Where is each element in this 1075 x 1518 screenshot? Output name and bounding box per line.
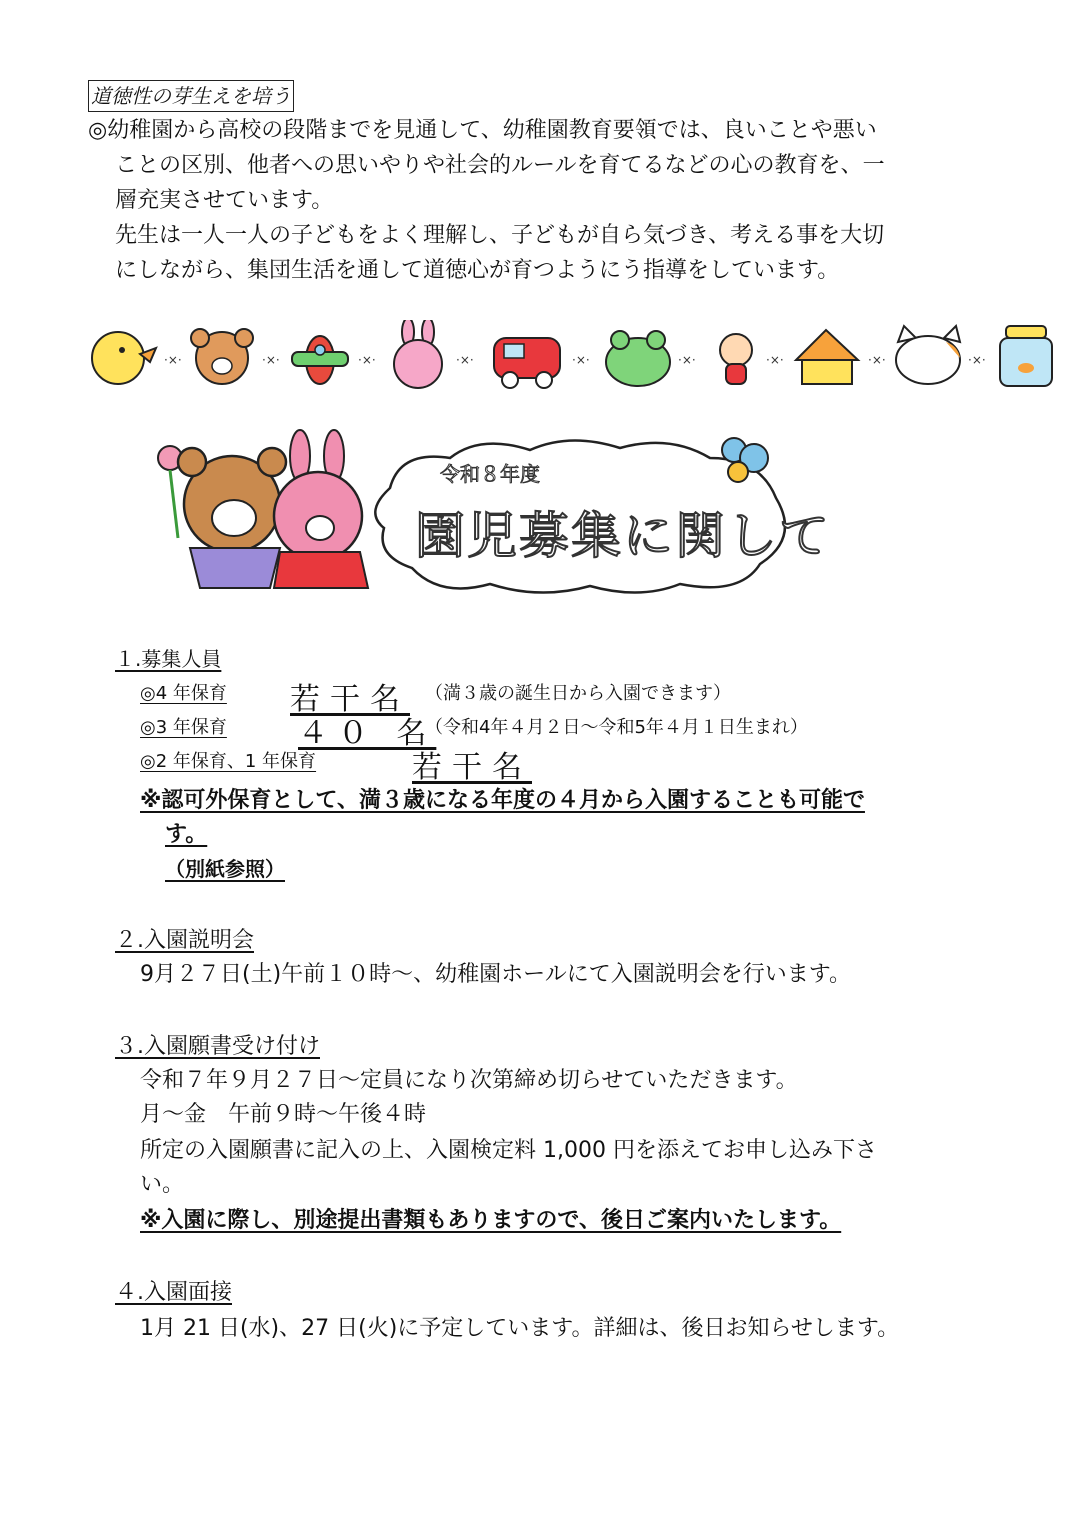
svg-text:·×·: ·×· [968, 353, 986, 367]
section-3-line-3: 所定の入園願書に記入の上、入園検定料 1,000 円を添えてお申し込み下さ [140, 1138, 877, 1163]
banner-subtitle: 令和８年度 [440, 462, 540, 486]
section-3-line-2: 月～金 午前９時～午後４時 [140, 1102, 427, 1127]
row-2year-label: ◎2 年保育、1 年保育 [140, 751, 317, 772]
row-4year-value: 若干名 [290, 683, 410, 716]
row-3year-label: ◎3 年保育 [140, 717, 227, 738]
section-3-note: ※入園に際し、別途提出書類もありますので、後日ご案内いたします。 [140, 1208, 842, 1233]
moral-paragraph-1-line-2: ことの区別、他者への思いやりや社会的ルールを育てるなどの心の教育を、一 [115, 153, 885, 178]
house-icon [796, 330, 858, 384]
baby-icon [720, 334, 752, 384]
svg-text:·×·: ·×· [262, 353, 280, 367]
section-1-note-line-2: す。 [165, 822, 208, 847]
section-1-note-line-3: （別紙参照） [165, 857, 285, 881]
duck-icon [92, 332, 156, 384]
section-1-note-line-1: ※認可外保育として、満３歳になる年度の４月から入園することも可能で [140, 788, 865, 813]
section-1-heading: １.募集人員 [115, 647, 222, 671]
row-2year-value: 若干名 [412, 751, 532, 784]
cat-icon [896, 326, 960, 384]
section-3-line-4: い。 [140, 1172, 185, 1197]
car-icon [494, 338, 560, 388]
row-4year-label: ◎4 年保育 [140, 683, 227, 704]
row-3year-value: ４０ 名 [298, 717, 437, 750]
moral-paragraph-2-line-2: にしながら、集団生活を通して道徳心が育つようにう指導をしています。 [115, 258, 840, 283]
moral-paragraph-1-line-3: 層充実させています。 [115, 188, 334, 213]
svg-text:·×·: ·×· [678, 353, 696, 367]
banner-title: 園児募集に関して [415, 507, 831, 565]
bear-character-icon [178, 448, 286, 588]
svg-text:·×·: ·×· [164, 353, 182, 367]
svg-text:·×·: ·×· [572, 353, 590, 367]
section-3-line-1: 令和７年９月２７日～定員になり次第締め切らせていただきます。 [140, 1068, 798, 1093]
svg-text:·×·: ·×· [766, 353, 784, 367]
row-3year-note: （令和4年４月２日～令和5年４月１日生まれ） [425, 717, 808, 738]
moral-paragraph-2-line-1: 先生は一人一人の子どもをよく理解し、子どもが自ら気づき、考える事を大切 [115, 223, 885, 248]
character-strip [86, 320, 1056, 392]
section-2-text: 9月２７日(土)午前１０時～、幼稚園ホールにて入園説明会を行います。 [140, 962, 851, 987]
svg-text:·×·: ·×· [868, 353, 886, 367]
rabbit-icon [394, 320, 442, 388]
svg-text:·×·: ·×· [358, 353, 376, 367]
section-4-text: 1月 21 日(水)、27 日(火)に予定しています。詳細は、後日お知らせします。 [140, 1316, 900, 1341]
section-3-heading: ３.入園願書受け付け [115, 1034, 320, 1059]
airplane-icon [292, 336, 348, 384]
section-4-heading: ４.入園面接 [115, 1280, 232, 1305]
moral-heading: 道徳性の芽生えを培う [88, 80, 294, 112]
svg-text:·×·: ·×· [456, 353, 474, 367]
fishbowl-icon [1000, 326, 1052, 386]
moral-paragraph-1-line-1: ◎幼稚園から高校の段階までを見通して、幼稚園教育要領では、良いことや悪い [88, 118, 877, 143]
section-2-heading: ２.入園説明会 [115, 928, 254, 953]
bear-icon [191, 329, 253, 384]
row-4year-note: （満３歳の誕生日から入園できます） [425, 683, 731, 704]
frog-icon [606, 331, 670, 386]
rabbit-character-icon [274, 430, 368, 588]
